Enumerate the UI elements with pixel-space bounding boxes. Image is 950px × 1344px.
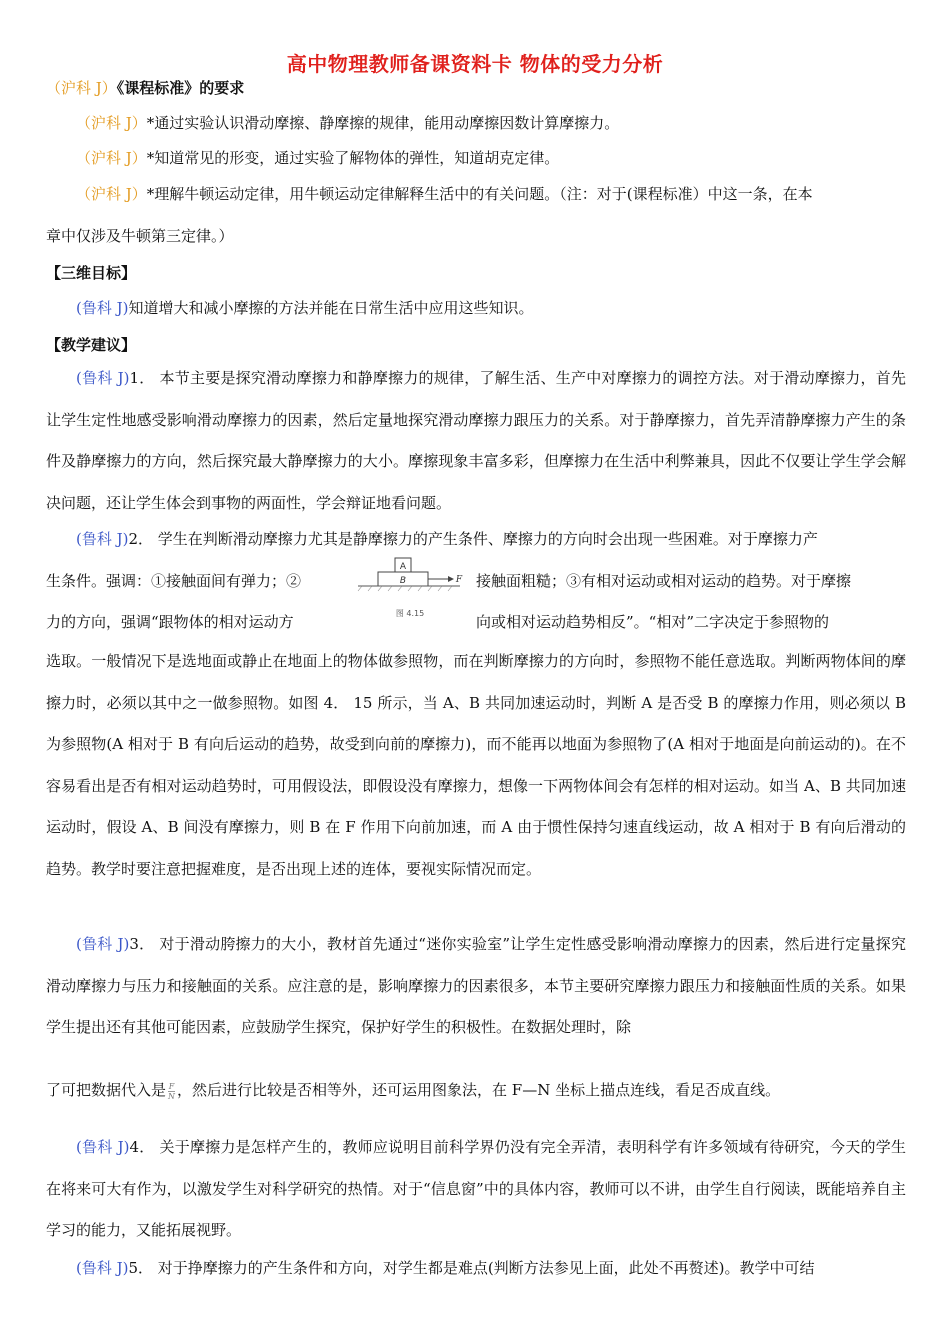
block-b-label: B [399,576,407,586]
advice-paragraph-5 [76,1258,815,1278]
force-arrow-head [448,576,454,582]
source-tag: （沪科 J） [46,79,117,97]
advice-heading: 【教学建议】 [46,336,137,354]
source-tag: (鲁科 J) [76,1138,130,1156]
advice-paragraph-2-line-2a: 生条件。强调：①接触面间有弹力；② [46,572,302,590]
advice-paragraph-4 [46,1127,906,1252]
advice-paragraph-2-line-1 [76,529,818,549]
standards-item-3-cont: 章中仅涉及牛顿第三定律。） [46,227,234,245]
source-tag: (鲁科 J) [76,1259,129,1277]
paragraph-text: 1． 本节主要是探究滑动摩擦力和静摩擦力的规律，了解生活、生产中对摩擦力的调控方法。对于滑动摩擦力，首先让学生定性地感受影响滑动摩擦力的因素，然后定量地探究滑动摩擦力跟压力的关系。对于静摩擦力，首先弄清静摩擦力产生的条件及静摩擦力的方向，然后探究最大静摩擦力的大小。摩擦现象丰富多彩，但摩擦力在生活中利弊兼具，因此不仅要让学生学会解决问题，还让学生体会到事物的两面性，学会辩证地看问题。 [46,369,906,512]
paragraph-text: 了可把数据代入是 [46,1081,167,1099]
ground-hatching [358,586,452,591]
source-tag: (鲁科 J) [76,299,129,317]
paragraph-text: 2． 学生在判断滑动摩擦力尤其是静摩擦力的产生条件、摩擦力的方向时会出现一些困难。对于摩擦力产 [128,530,818,548]
paragraph-text: 5． 对于挣摩擦力的产生条件和方向，对学生都是难点(判断方法参见上面，此处不再赘述)。教学中可结 [128,1259,815,1277]
paragraph-text: ，然后进行比较是否相等外，还可运用图象法，在 F—N 坐标上描点连线，看足否成直线。 [177,1081,781,1099]
paragraph-text: 4． 关于摩擦力是怎样产生的，教师应说明目前科学界仍没有完全弄清，表明科学有许多领域有待研究，今天的学生在将来可大有作为，以激发学生对科学研究的热情。对于“信息窗”中的具体内容，教师可以不讲，由学生自行阅读，既能培养自主学习的能力，又能拓展视野。 [46,1138,906,1239]
goals-item-1 [76,298,534,318]
advice-paragraph-3 [46,924,906,1049]
block-a-label: A [399,562,407,572]
source-tag: (鲁科 J) [76,935,130,953]
standards-item-2 [76,148,559,168]
standards-heading-line [46,78,244,98]
advice-paragraph-2-rest [46,641,906,890]
source-tag: (鲁科 J) [76,369,130,387]
source-tag: (鲁科 J) [76,530,129,548]
advice-paragraph-1 [46,358,906,524]
goals-heading: 【三维目标】 [46,264,137,282]
source-tag: （沪科 J） [76,185,147,203]
standards-item-text: *知道常见的形变，通过实验了解物体的弹性，知道胡克定律。 [146,149,560,167]
fraction-numerator: F [168,1081,175,1091]
standards-item-text: *理解牛顿运动定律，用牛顿运动定律解释生活中的有关问题。（注：对于(课程标准）中这一条，在本 [146,185,813,203]
figure-caption: 图 4.15 [395,609,425,618]
goals-item-text: 知道增大和减小摩擦的方法并能在日常生活中应用这些知识。 [128,299,534,317]
fraction-denominator: N [168,1091,176,1101]
source-tag: （沪科 J） [76,114,147,132]
paragraph-text: 3． 对于滑动胯擦力的大小，教材首先通过“迷你实验室”让学生定性感受影响滑动摩擦力的因素，然后进行定量探究滑动摩擦力与压力和接触面的关系。应注意的是，影响摩擦力的因素很多，本节主要研究摩擦力跟压力和接触面性质的关系。如果学生提出还有其他可能因素，应鼓励学生探究，保护好学生的积极性。在数据处理时，除 [46,935,906,1036]
figure-4-15 [348,554,468,624]
standards-item-text: *通过实验认识滑动摩擦、静摩擦的规律，能用动摩擦因数计算摩擦力。 [146,114,620,132]
advice-paragraph-2-line-2b: 接触面粗糙；③有相对运动或相对运动的趋势。对于摩擦 [476,572,852,590]
fraction-f-over-n [168,1082,175,1101]
advice-paragraph-2-line-3a: 力的方向，强调“跟物体的相对运动方 [46,613,294,631]
paragraph-text: 选取。一般情况下是选地面或静止在地面上的物体做参照物，而在判断摩擦力的方向时，参照物不能任意选取。判断两物体间的摩擦力时，必须以其中之一做参照物。如图 4． 15 所示，当 A、B 共同加速运动时，判断 A 是否受 B 的摩擦力作用，则必须以 B 为参照物(A 相对于 B 有向后运动的趋势，故受到向前的摩擦力)，而不能再以地面为参照物了(A 相对于地面是向前运动的)。在不容易看出是否有相对运动趋势时，可用假设法，即假设没有摩擦力，想像一下两物体间会有怎样的相对运动。如当 A、B 共同加速运动时，假设 A、B 间没有摩擦力，则 B 在 F 作用下向前加速，而 A 由于惯性保持匀速直线运动，故 A 相对于 B 有向后滑动的趋势。教学时要注意把握难度，是否出现上述的连体，要视实际情况而定。 [46,652,906,878]
advice-paragraph-2-line-3b: 向或相对运动趋势相反”。“相对”二字决定于参照物的 [476,613,830,631]
force-label: F [455,575,463,585]
standards-heading: 《课程标准》的要求 [116,79,245,97]
advice-paragraph-3-last-line [46,1080,780,1101]
standards-item-3 [76,184,813,204]
standards-item-1 [76,113,619,133]
document-title: 高中物理教师备课资料卡 物体的受力分析 [286,52,664,76]
source-tag: （沪科 J） [76,149,147,167]
